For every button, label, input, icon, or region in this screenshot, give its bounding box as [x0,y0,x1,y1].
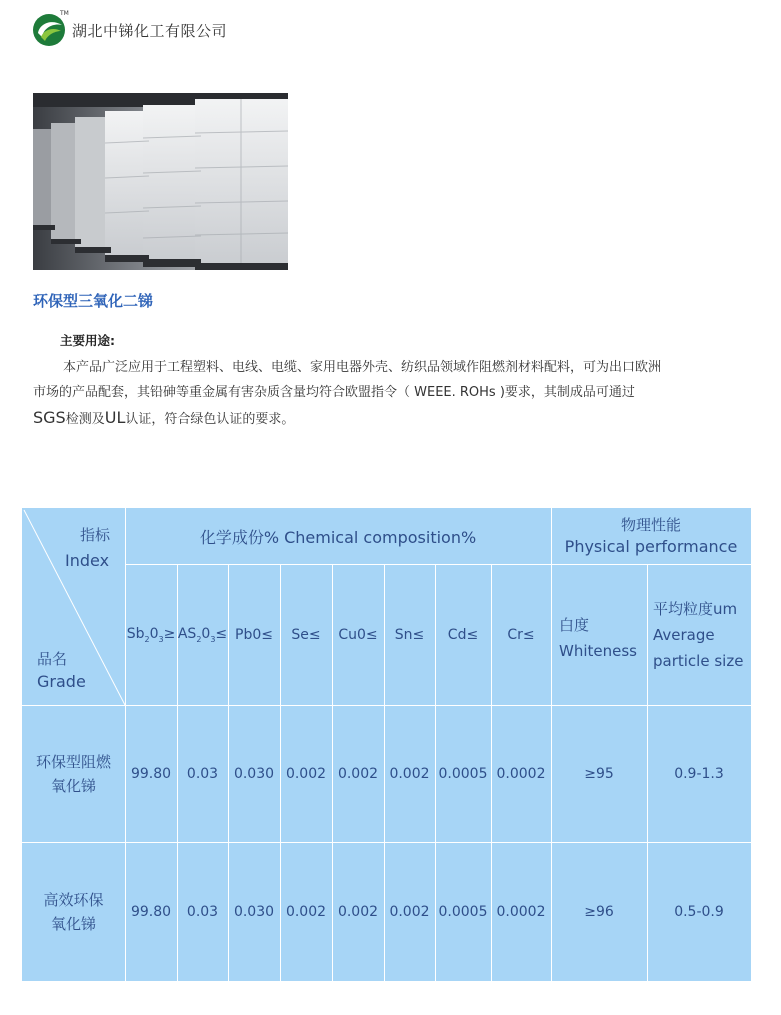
usage-line-3-d: 认证，符合绿色认证的要求。 [125,412,295,427]
phys-header [551,508,751,564]
spec-table [22,508,751,981]
trademark-mark: TM [60,10,69,17]
col-as-text: AS [177,625,197,642]
row-2-cuo: 0.002 [337,903,379,920]
col-sb-text: Sb [126,625,145,642]
usage-ul: UL [104,408,126,427]
row-1-name-1: 环保型阻燃 [35,752,111,771]
row-1-as2o3: 0.03 [186,765,219,782]
row-1-se: 0.002 [285,765,327,782]
col-particle-size [653,596,743,674]
table-row-1-grade [22,705,125,842]
corner-index-en: Index [65,551,110,570]
col-size-en2: particle size [653,652,744,670]
company-name: 湖北中锑化工有限公司 [72,21,228,40]
table-row-2-grade [22,842,125,981]
col-size-en1: Average [653,626,715,644]
col-sb-sub2: 3 [158,634,164,644]
row-2-cr: 0.0002 [496,903,546,920]
col-sb-mid: 0 [149,625,159,642]
col-cuo: Cu0≤ [338,626,378,643]
row-1-name-2: 氧化锑 [50,776,96,795]
product-photo [33,93,288,270]
col-se: Se≤ [291,626,321,643]
col-whiteness-en: Whiteness [559,642,637,660]
col-as2o3 [177,564,228,705]
row-2-sn: 0.002 [389,903,430,920]
usage-description [33,355,749,432]
row-1-whiteness: ≥95 [584,765,614,782]
corner-index-cn: 指标 [80,526,111,544]
col-cd: Cd≤ [447,626,479,643]
row-2-as2o3: 0.03 [186,903,219,920]
usage-line-1: 本产品广泛应用于工程塑料、电线、电缆、家用电器外壳、纺织品领域作阻燃剂材料配料，可为出口欧洲 [63,360,662,375]
row-2-pbo: 0.030 [233,903,275,920]
usage-sgs: SGS [33,408,66,427]
col-as-mid: 0 [201,625,211,642]
row-2-cd: 0.0005 [438,903,488,920]
corner-grade-en: Grade [37,672,86,691]
col-whiteness [559,612,637,664]
col-pbo: Pb0≤ [235,626,273,643]
row-2-name-1: 高效环保 [43,890,104,909]
row-1-cr: 0.0002 [496,765,546,782]
row-1-cd: 0.0005 [438,765,488,782]
row-2-whiteness: ≥96 [584,903,614,920]
phys-header-cn: 物理性能 [620,516,681,534]
col-sb2o3 [125,564,177,705]
col-sn: Sn≤ [394,626,425,643]
product-title: 环保型三氧化二锑 [33,292,154,310]
row-2-se: 0.002 [285,903,327,920]
col-size-cn: 平均粒度um [653,600,738,618]
row-1-sb2o3: 99.80 [130,765,172,782]
row-1-sn: 0.002 [389,765,430,782]
col-sb-sub1: 2 [144,634,150,644]
row-2-particle-size: 0.5-0.9 [674,903,724,920]
usage-line-3 [33,405,749,432]
phys-header-en: Physical performance [564,537,738,556]
col-as-sub1: 2 [196,634,202,644]
col-cr: Cr≤ [507,626,535,643]
row-2-sb2o3: 99.80 [130,903,172,920]
usage-title: 主要用途: [60,333,115,348]
col-sb-op: ≥ [163,625,176,642]
corner-grade-cn: 品名 [37,650,68,668]
row-1-cuo: 0.002 [337,765,379,782]
usage-line-3-b: 检测及 [65,412,105,427]
row-1-particle-size: 0.9-1.3 [674,765,724,782]
row-1-pbo: 0.030 [233,765,275,782]
col-as-op: ≤ [215,625,228,642]
col-as-sub2: 3 [210,634,216,644]
col-whiteness-cn: 白度 [559,616,590,634]
usage-line-2: 市场的产品配套，其铅砷等重金属有害杂质含量均符合欧盟指令（ WEEE. ROHs )要求，其制成品可通过 [33,385,635,400]
row-2-name-2: 氧化锑 [50,914,96,933]
chem-header: 化学成份% Chemical composition% [199,527,477,547]
company-logo-icon [32,13,66,47]
